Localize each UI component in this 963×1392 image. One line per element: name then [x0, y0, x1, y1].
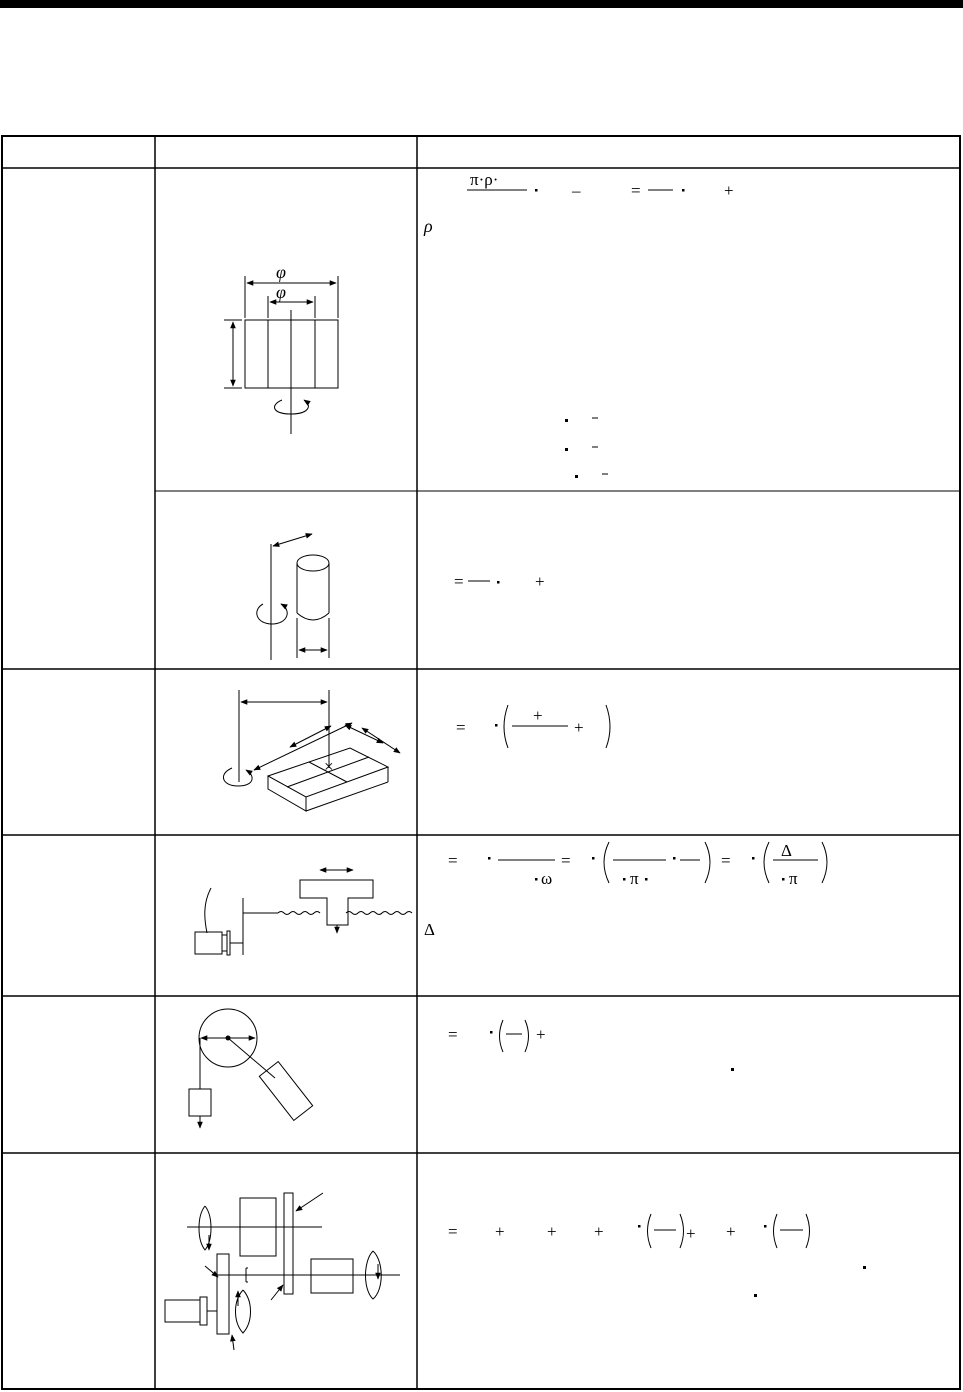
- r6-plus1: +: [495, 1222, 505, 1241]
- r1-minus: –: [572, 181, 581, 200]
- r4-equals3: =: [721, 851, 731, 870]
- r3-plus-right: +: [574, 718, 584, 737]
- row5-formula: [448, 1020, 734, 1071]
- svg-text:×: ×: [324, 757, 334, 776]
- row4-figure: [195, 870, 412, 955]
- row6-figure: [165, 1193, 400, 1350]
- r4-delta: Δ: [424, 920, 435, 939]
- r4-omega: ω: [541, 869, 553, 888]
- row3-formula: [456, 705, 610, 748]
- row1-figure: [224, 262, 338, 434]
- r5-plus: +: [536, 1025, 546, 1044]
- row4-formula: [424, 841, 827, 939]
- r1-plus: +: [724, 181, 734, 200]
- row2-formula: [454, 572, 545, 591]
- r6-equals: =: [448, 1222, 458, 1241]
- r6-plus5: +: [726, 1222, 736, 1241]
- row2-figure: [257, 534, 329, 660]
- phi-inner-label: φ: [276, 282, 286, 302]
- r1-pi-rho: π·ρ·: [470, 170, 499, 189]
- r6-plus4: +: [686, 1224, 696, 1243]
- row6-formula: [448, 1214, 866, 1297]
- r1-equals: =: [631, 181, 641, 200]
- r4-delta-top: Δ: [781, 841, 792, 860]
- r5-equals: =: [448, 1025, 458, 1044]
- r4-pi2: π: [789, 869, 798, 888]
- table-grid: [2, 136, 960, 1389]
- r3-equals: =: [456, 718, 466, 737]
- r6-plus2: +: [547, 1222, 557, 1241]
- r3-plus-top: +: [533, 706, 543, 725]
- r2-plus: +: [535, 572, 545, 591]
- r2-equals: =: [454, 572, 464, 591]
- r4-pi: π: [630, 869, 639, 888]
- r4-equals2: =: [561, 851, 571, 870]
- phi-outer-label: φ: [276, 262, 286, 282]
- row5-figure: [189, 1009, 313, 1128]
- r6-plus3: +: [594, 1222, 604, 1241]
- row3-figure: [223, 690, 400, 811]
- r1-rho: ρ: [424, 216, 433, 236]
- row1-formula: [423, 170, 734, 478]
- r4-equals1: =: [448, 851, 458, 870]
